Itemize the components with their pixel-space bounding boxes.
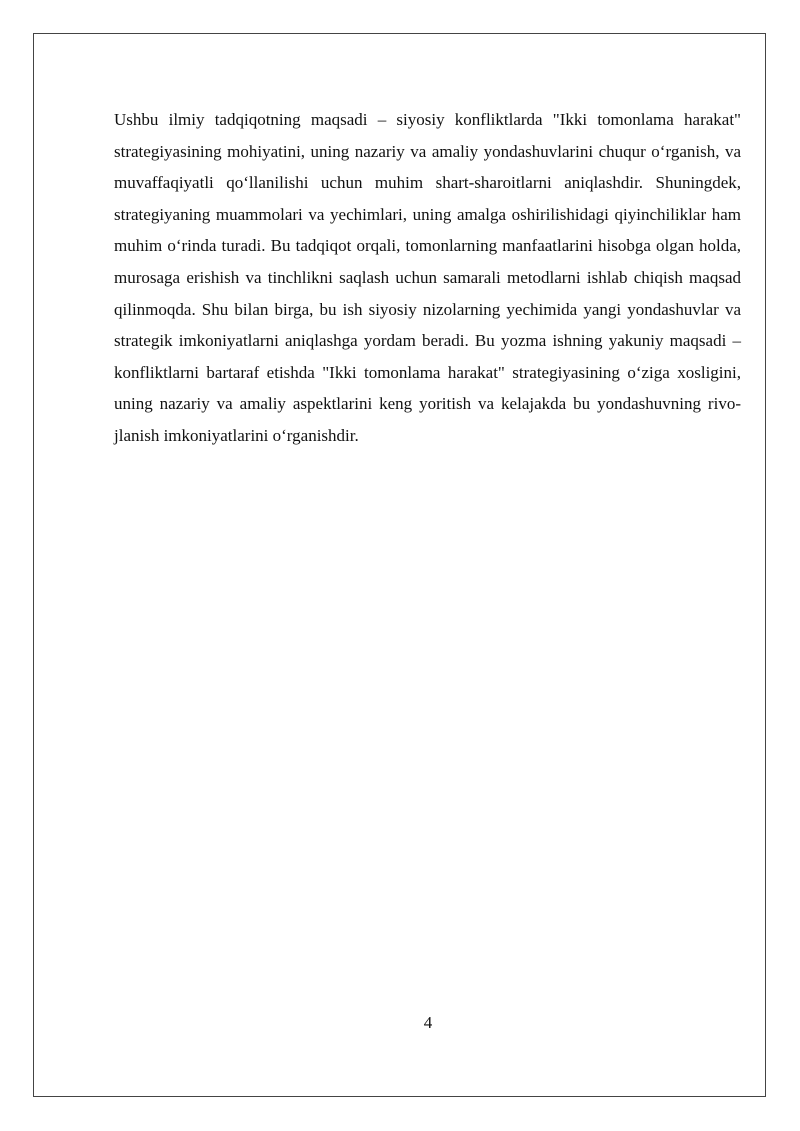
body-paragraph: Ushbu ilmiy tadqiqotning maqsadi – siyosiy konfliktlarda "Ikki tomonlama harakat" strategiyasining mohiyatini, uning nazariy va amaliy yondashuvlarini chuqur o‘rganish, va muvaffaqiyatli qo‘llanilishi uchun muhim shart-sharoitlarni aniqlashdir. Shuningdek, strategiyaning muammolari va yechimlari, uning amalga oshirilishidagi qiyinchiliklar ham muhim o‘rinda turadi. Bu tadqiqot orqali, tomonlarning manfaatlarini hisobga olgan holda, murosaga erishish va tinchlikni saqlash uchun samarali metodlarni ishlab chiqish maqsad qilinmoqda. Shu bilan birga, bu ish siyosiy nizolarning yechimida yangi yondashuvlar va strategik imkoniyatlarni aniqlashga yordam beradi. Bu yozma ishning yakuniy maqsadi – konfliktlarni bartaraf etishda "Ikki tomonlama harakat" strategiyasining o‘ziga xosligini, uning nazariy va amaliy aspektlarini keng yoritish va kelajakda bu yondashuvning rivojlanish imkoniyatlarini o‘rganishdir.: [114, 110, 741, 445]
page-number: 4: [423, 1013, 433, 1032]
